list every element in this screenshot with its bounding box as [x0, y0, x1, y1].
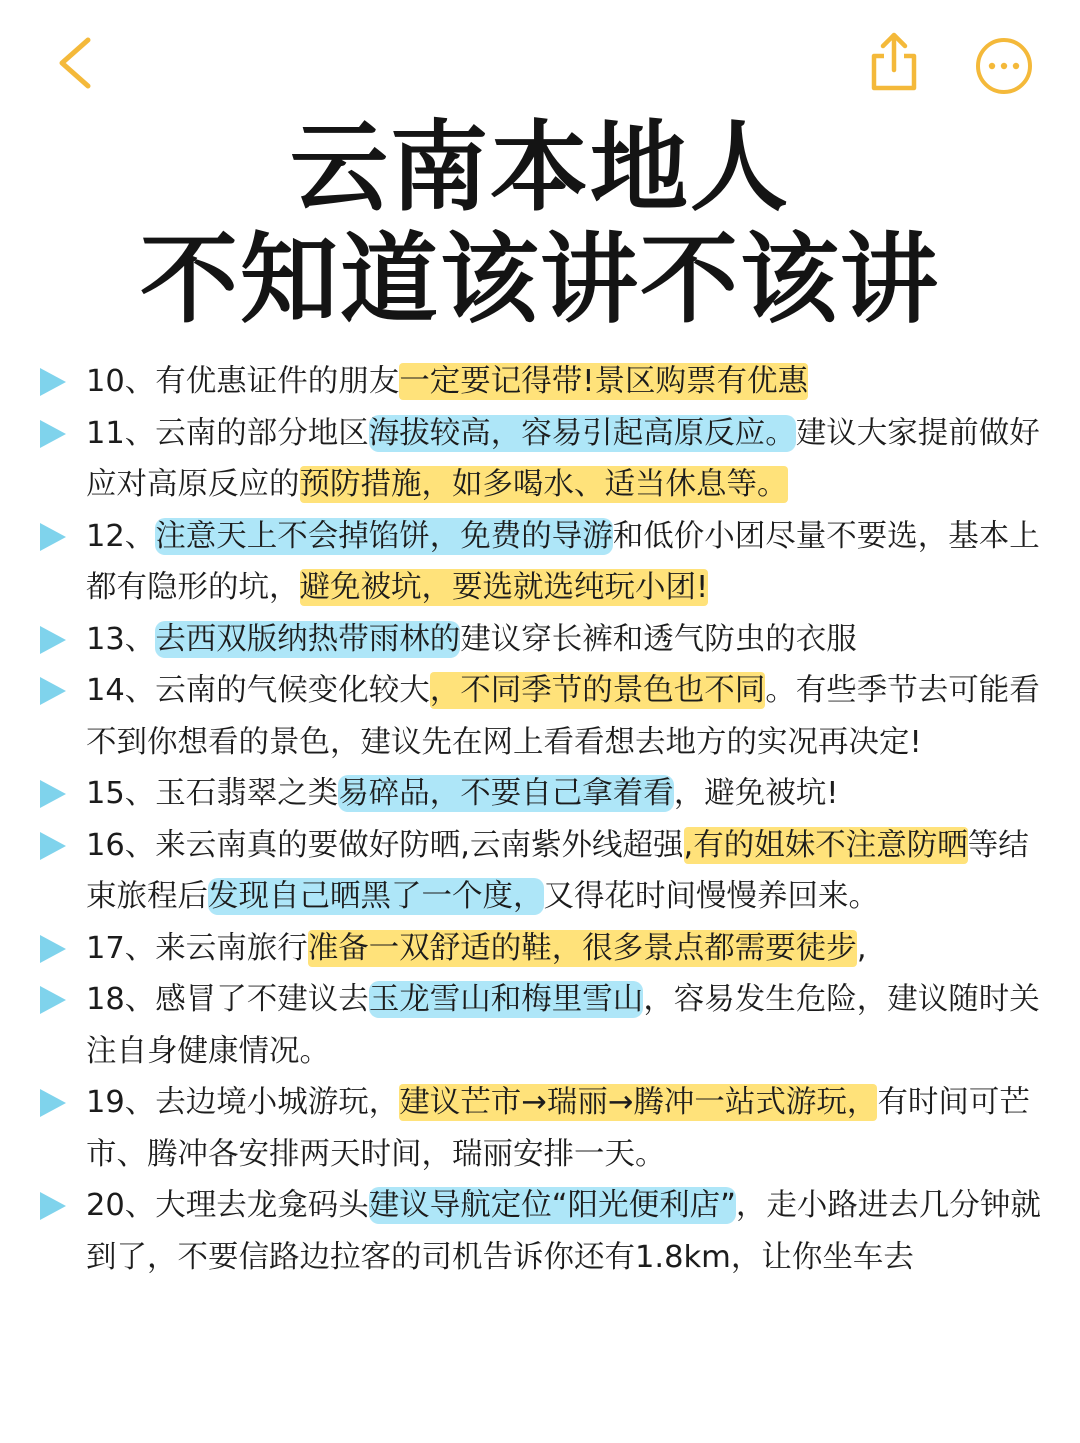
highlighted-text: 建议导航定位“阳光便利店” [368, 1188, 736, 1223]
list-item [38, 511, 1048, 614]
highlighted-text: 注意天上不会掉馅饼，免费的导游 [155, 518, 613, 554]
more-icon[interactable] [974, 36, 1034, 96]
highlighted-text: 去西双版纳热带雨林的 [155, 621, 461, 657]
tip-text: 。有些季节去可能看不到你想看的景色，建议先在网上看看想去地方的实况再决定! [86, 673, 1040, 760]
tip-text: 17、来云南旅行 [86, 930, 308, 966]
list-item [38, 768, 1048, 820]
top-bar [0, 0, 1080, 120]
triangle-bullet-icon [40, 677, 66, 705]
tip-text: 建议大家提前做好应对高原反应的 [86, 415, 1040, 502]
list-item [38, 1077, 1048, 1180]
highlighted-text: ,有的姐妹不注意防晒 [683, 827, 968, 863]
highlighted-text: 发现自己晒黑了一个度， [208, 879, 544, 914]
tip-text: 12、 [86, 518, 156, 554]
tip-text: ，避免被坑! [673, 776, 839, 811]
tip-text: 等结束旅程后 [86, 827, 1029, 914]
title-line-2: 不知道该讲不该讲 [139, 223, 940, 337]
list-item [38, 820, 1048, 923]
tip-text: 和低价小团尽量不要选，基本上都有隐形的坑， [86, 518, 1040, 605]
list-item [38, 1180, 1048, 1283]
tip-text: 20、大理去龙龛码头 [86, 1188, 369, 1223]
highlighted-text: 预防措施，如多喝水、适当休息等。 [299, 467, 788, 502]
tips-list [38, 356, 1048, 1283]
tip-text: 19、去边境小城游玩， [86, 1085, 400, 1120]
triangle-bullet-icon [40, 832, 66, 860]
list-item [38, 974, 1048, 1077]
title-line-1: 云南本地人 [289, 111, 790, 225]
triangle-bullet-icon [40, 1192, 66, 1220]
triangle-bullet-icon [40, 626, 66, 654]
highlighted-text: 易碎品，不要自己拿着看 [338, 776, 674, 811]
triangle-bullet-icon [40, 420, 66, 448]
triangle-bullet-icon [40, 523, 66, 551]
tip-text: 又得花时间慢慢养回来。 [543, 879, 879, 914]
list-item [38, 408, 1048, 511]
tip-text: 14、云南的气候变化较大 [86, 673, 430, 708]
highlighted-text: 建议芒市→瑞丽→腾冲一站式游玩， [399, 1085, 878, 1120]
tip-text: 18、感冒了不建议去 [86, 982, 369, 1017]
tip-text: ，走小路进去几分钟就到了，不要信路边拉客的司机告诉你还有1.8km，让你坐车去 [86, 1188, 1041, 1275]
tip-text: 建议穿长裤和透气防虫的衣服 [460, 621, 857, 657]
triangle-bullet-icon [40, 780, 66, 808]
tip-text: 13、 [86, 621, 156, 657]
list-item [38, 665, 1048, 768]
highlighted-text: 玉龙雪山和梅里雪山 [368, 982, 644, 1017]
tip-text: , [856, 930, 867, 966]
highlighted-text: 一定要记得带!景区购票有优惠 [399, 364, 809, 399]
tip-text: 有时间可芒市、腾冲各安排两天时间，瑞丽安排一天。 [86, 1085, 1030, 1172]
highlighted-text: 避免被坑，要选就选纯玩小团! [299, 570, 709, 605]
tip-text: 11、云南的部分地区 [86, 415, 369, 451]
highlighted-text: 海拔较高，容易引起高原反应。 [368, 415, 796, 451]
tip-text: ，容易发生危险，建议随时关注自身健康情况。 [86, 982, 1040, 1069]
share-icon[interactable] [866, 30, 922, 94]
highlighted-text: 准备一双舒适的鞋，很多景点都需要徒步 [307, 930, 857, 966]
triangle-bullet-icon [40, 986, 66, 1014]
triangle-bullet-icon [40, 935, 66, 963]
highlighted-text: ，不同季节的景色也不同 [429, 673, 766, 708]
triangle-bullet-icon [40, 1089, 66, 1117]
tip-text: 16、来云南真的要做好防晒,云南紫外线超强 [86, 827, 684, 863]
tip-text: 10、有优惠证件的朋友 [86, 364, 400, 399]
triangle-bullet-icon [40, 368, 66, 396]
list-item [38, 356, 1048, 408]
tip-text: 15、玉石翡翠之类 [86, 776, 339, 811]
list-item [38, 614, 1048, 666]
chevron-left-icon[interactable] [52, 34, 100, 92]
page-title [0, 112, 1080, 336]
list-item [38, 923, 1048, 975]
